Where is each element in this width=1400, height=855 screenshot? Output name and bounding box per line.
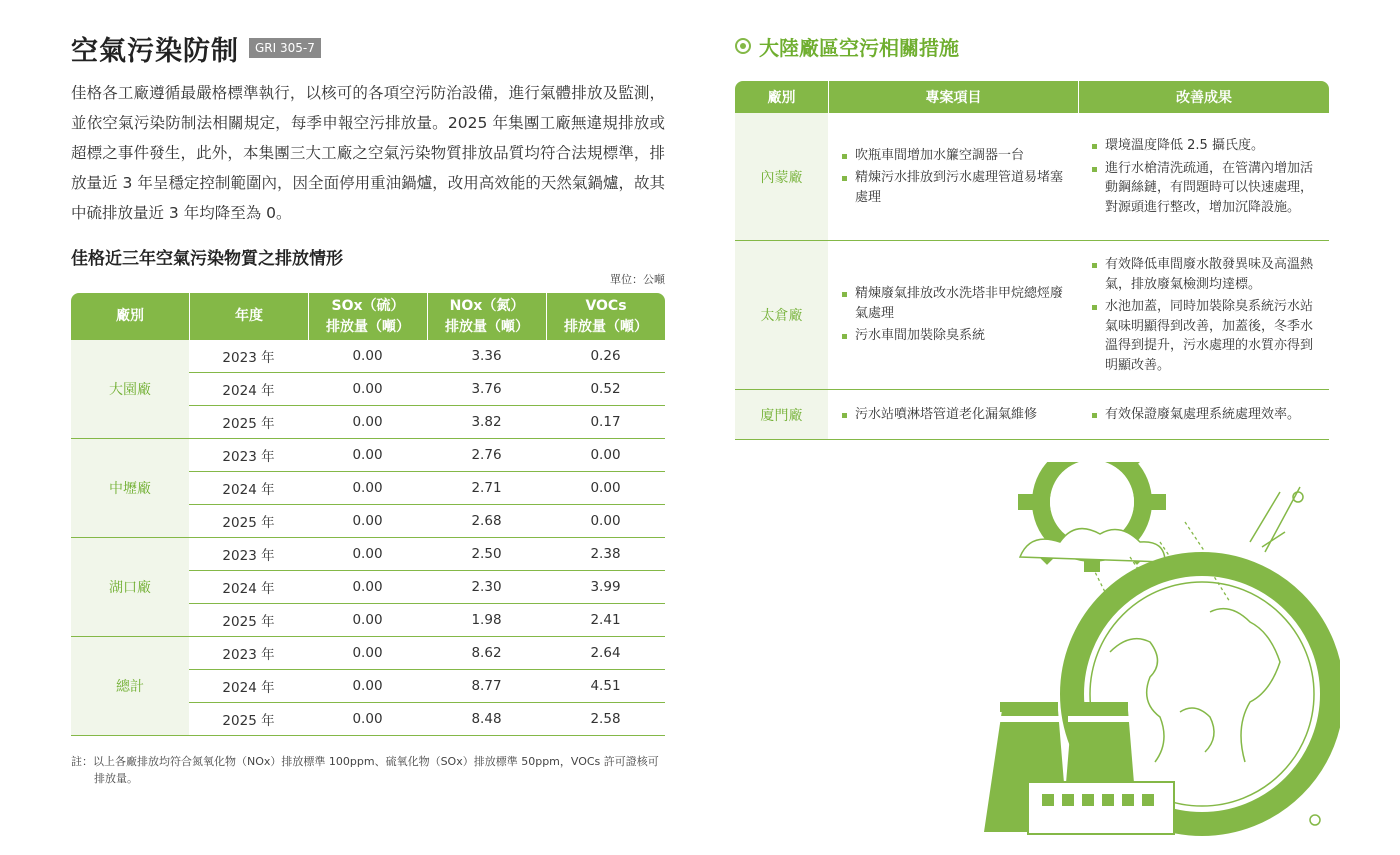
list-item: 水池加蓋，同時加裝除臭系統污水站氣味明顯得到改善，加蓋後，冬季水溫得到提升，污水處理的水質亦得到明顯改善。 [1092,297,1317,375]
voc-cell: 0.17 [546,406,665,439]
year-cell: 2023 年 [189,637,308,670]
factory-icon [984,702,1174,834]
factory-cell: 內蒙廠 [735,113,828,241]
factory-earth-gear-illustration-icon [980,462,1340,842]
voc-cell: 2.58 [546,703,665,736]
header-voc-line2: 排放量（噸） [564,318,648,335]
voc-cell: 4.51 [546,670,665,703]
emission-table-title: 佳格近三年空氣污染物質之排放情形 [71,249,343,269]
unit-label: 單位：公噸 [610,273,665,286]
sox-cell: 0.00 [308,373,427,406]
nox-cell: 8.62 [427,637,546,670]
year-cell: 2025 年 [189,406,308,439]
section-header [71,30,665,66]
list-item: 有效降低車間廢水散發異味及高溫熱氣，排放廢氣檢測均達標。 [1092,255,1317,294]
factory-cell: 總計 [71,637,189,736]
sox-cell: 0.00 [308,505,427,538]
sox-cell: 0.00 [308,538,427,571]
result-cell [1078,241,1329,390]
sox-cell: 0.00 [308,571,427,604]
measures-header [735,30,1329,62]
nox-cell: 8.77 [427,670,546,703]
sox-cell: 0.00 [308,340,427,373]
nox-cell: 2.76 [427,439,546,472]
year-cell: 2023 年 [189,538,308,571]
year-cell: 2023 年 [189,340,308,373]
table-row [735,113,1329,241]
measures-table [735,81,1329,440]
project-cell [828,241,1078,390]
table-row [71,439,665,472]
table-row [735,241,1329,390]
result-list [1078,405,1329,425]
nox-cell: 2.50 [427,538,546,571]
nox-cell: 3.82 [427,406,546,439]
factory-cell: 湖口廠 [71,538,189,637]
table-row [71,538,665,571]
year-cell: 2024 年 [189,571,308,604]
list-item: 環境溫度降低 2.5 攝氏度。 [1092,136,1317,156]
voc-cell: 2.64 [546,637,665,670]
air-pollution-section [71,30,665,787]
nox-cell: 2.71 [427,472,546,505]
list-item: 污水站噴淋塔管道老化漏氣維修 [842,405,1066,425]
china-measures-section [735,30,1329,440]
year-cell: 2025 年 [189,505,308,538]
voc-cell: 0.00 [546,472,665,505]
header-sox-line1: SOx（硫） [331,297,405,314]
nox-cell: 8.48 [427,703,546,736]
header-factory: 廠別 [735,81,828,113]
nox-cell: 3.36 [427,340,546,373]
voc-cell: 2.38 [546,538,665,571]
header-nox [427,293,546,340]
factory-cell: 大園廠 [71,340,189,439]
header-nox-line2: 排放量（噸） [445,318,529,335]
factory-cell: 廈門廠 [735,390,828,440]
header-result: 改善成果 [1078,81,1329,113]
voc-cell: 2.41 [546,604,665,637]
nox-cell: 1.98 [427,604,546,637]
section-title: 空氣污染防制 [71,35,239,67]
header-sox [308,293,427,340]
voc-cell: 0.00 [546,439,665,472]
sox-cell: 0.00 [308,439,427,472]
footnote: 註：以上各廠排放均符合氮氧化物（NOx）排放標準 100ppm、硫氧化物（SOx）排放標準 50ppm，VOCs 許可證核可排放量。 [71,755,659,785]
voc-cell: 3.99 [546,571,665,604]
result-list [1078,255,1329,375]
voc-cell: 0.52 [546,373,665,406]
header-project: 專案項目 [828,81,1078,113]
nox-cell: 2.68 [427,505,546,538]
intro-paragraph: 佳格各工廠遵循最嚴格標準執行，以核可的各項空污防治設備，進行氣體排放及監測，並依空氣污染防制法相關規定，每季申報空污排放量。2025 年集團工廠無違規排放或超標之事件發生，此外，本集團三大工廠之空氣污染物質排放品質均符合法規標準，排放量近 3 年呈穩定控制範圍內，因全面停用重油鍋爐，改用高效能的天然氣鍋爐，故其中硫排放量近 3 年均降至為 0。 [71,84,665,222]
list-item: 有效保證廢氣處理系統處理效率。 [1092,405,1317,425]
gri-badge: GRI 305-7 [249,38,321,58]
table-row [735,390,1329,440]
sox-cell: 0.00 [308,670,427,703]
list-item: 精煉廢氣排放改水洗塔非甲烷總烴廢氣處理 [842,284,1066,323]
project-list [828,284,1078,346]
header-factory: 廠別 [71,293,189,340]
sox-cell: 0.00 [308,406,427,439]
table-row [71,637,665,670]
emission-table-header [71,293,665,340]
header-voc-line1: VOCs [585,297,627,314]
sox-cell: 0.00 [308,604,427,637]
project-cell [828,390,1078,440]
emission-table [71,293,665,736]
list-item: 污水車間加裝除臭系統 [842,326,1066,346]
voc-cell: 0.26 [546,340,665,373]
voc-cell: 0.00 [546,505,665,538]
project-cell [828,113,1078,241]
nox-cell: 3.76 [427,373,546,406]
table-row [71,340,665,373]
year-cell: 2024 年 [189,373,308,406]
factory-cell: 太倉廠 [735,241,828,390]
measures-title: 大陸廠區空污相關措施 [759,35,959,60]
list-item: 吹瓶車間增加水簾空調器一台 [842,146,1066,166]
header-voc [546,293,665,340]
year-cell: 2025 年 [189,703,308,736]
measures-table-header [735,81,1329,113]
header-nox-line1: NOx（氮） [449,297,525,314]
factory-cell: 中壢廠 [71,439,189,538]
result-cell [1078,390,1329,440]
project-list [828,146,1078,208]
sox-cell: 0.00 [308,703,427,736]
list-item: 進行水槍清洗疏通，在管溝內增加活動鋼絲鏈，有問題時可以快速處理，對源頭進行整改，增加沉降設施。 [1092,159,1317,218]
header-sox-line2: 排放量（噸） [326,318,410,335]
sox-cell: 0.00 [308,472,427,505]
year-cell: 2025 年 [189,604,308,637]
year-cell: 2023 年 [189,439,308,472]
result-cell [1078,113,1329,241]
list-item: 精煉污水排放到污水處理管道易堵塞處理 [842,168,1066,207]
header-year: 年度 [189,293,308,340]
bullet-circle-icon [735,38,751,54]
dot-icon [1310,815,1320,825]
year-cell: 2024 年 [189,472,308,505]
result-list [1078,136,1329,217]
project-list [828,405,1078,425]
sox-cell: 0.00 [308,637,427,670]
nox-cell: 2.30 [427,571,546,604]
year-cell: 2024 年 [189,670,308,703]
